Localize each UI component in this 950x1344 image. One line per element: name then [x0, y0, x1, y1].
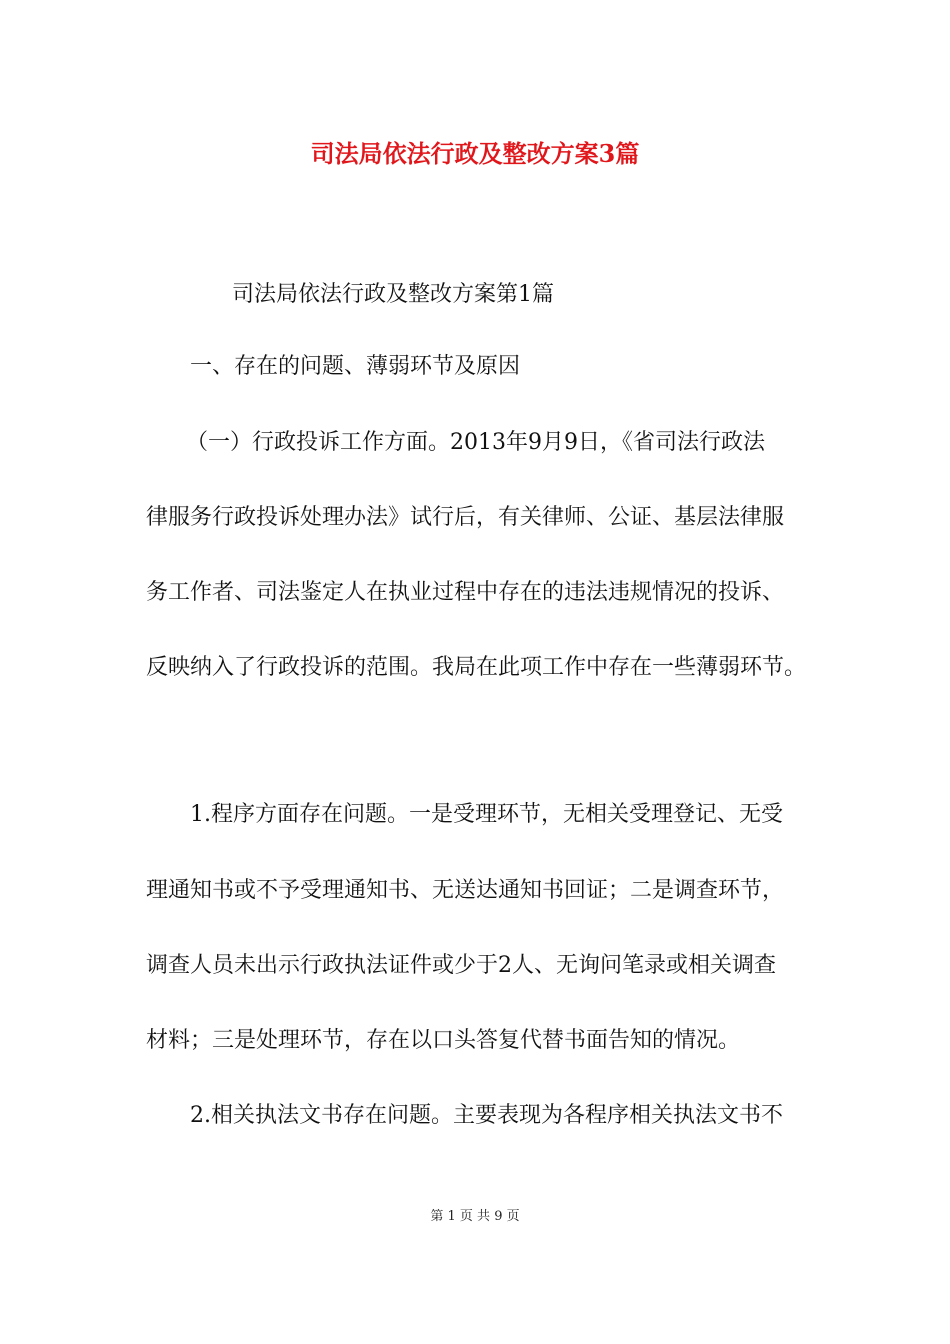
paragraph-line: 2.相关执法文书存在问题。主要表现为各程序相关执法文书不 — [190, 1103, 783, 1128]
paragraph-line: 1.程序方面存在问题。一是受理环节，无相关受理登记、无受 — [190, 802, 783, 827]
subheading: 一、存在的问题、薄弱环节及原因 — [190, 354, 521, 379]
paragraph-line: 理通知书或不予受理通知书、无送达通知书回证；二是调查环节， — [146, 878, 785, 903]
paragraph-line: （一）行政投诉工作方面。2013年9月9日，《省司法行政法 — [186, 430, 765, 455]
section-heading: 司法局依法行政及整改方案第1篇 — [232, 282, 554, 307]
paragraph-line: 反映纳入了行政投诉的范围。我局在此项工作中存在一些薄弱环节。 — [146, 655, 807, 680]
paragraph-line: 律服务行政投诉处理办法》试行后，有关律师、公证、基层法律服 — [146, 505, 785, 530]
paragraph-line: 调查人员未出示行政执法证件或少于2人、无询问笔录或相关调查 — [146, 953, 776, 978]
document-title: 司法局依法行政及整改方案3篇 — [310, 139, 640, 168]
paragraph-line: 务工作者、司法鉴定人在执业过程中存在的违法违规情况的投诉、 — [146, 580, 785, 605]
page-number: 第 1 页 共 9 页 — [430, 1209, 520, 1224]
paragraph-line: 材料；三是处理环节，存在以口头答复代替书面告知的情况。 — [146, 1028, 741, 1053]
